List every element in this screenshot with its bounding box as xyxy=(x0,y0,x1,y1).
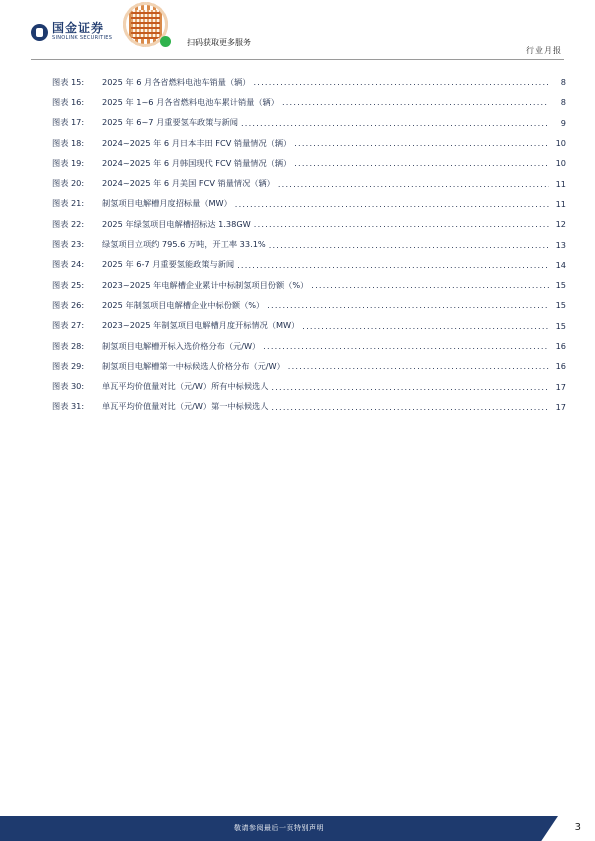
toc-entry-leader xyxy=(263,341,549,351)
toc-entry[interactable] xyxy=(52,376,566,396)
toc-entry-leader xyxy=(302,321,549,331)
toc-entry-label: 图表 23: xyxy=(52,239,85,250)
toc-entry-page: 10 xyxy=(555,158,566,169)
toc-entry-page: 15 xyxy=(555,320,566,331)
toc-entry-page: 16 xyxy=(555,361,566,372)
toc-entry-title: 2024~2025 年 6 月日本丰田 FCV 销量情况（辆） xyxy=(102,137,292,148)
report-type-label: 行业月报 xyxy=(526,46,562,55)
logo-english-name: SINOLINK SECURITIES xyxy=(52,35,113,41)
toc-entry[interactable] xyxy=(52,214,566,234)
toc-entry-title: 2023~2025 年制氢项目电解槽月度开标情况（MW） xyxy=(102,320,300,331)
logo-text xyxy=(52,22,112,42)
toc-entry-leader xyxy=(269,240,549,250)
toc-entry-leader xyxy=(271,402,549,412)
page-header xyxy=(0,0,595,62)
company-logo xyxy=(31,22,112,42)
toc-entry-page: 12 xyxy=(555,219,566,230)
toc-entry-label: 图表 24: xyxy=(52,259,85,270)
toc-entry-label: 图表 18: xyxy=(52,137,85,148)
toc-entry[interactable] xyxy=(52,133,566,153)
header-divider xyxy=(31,59,564,60)
toc-entry-title: 2025 年 6 月各省燃料电池车销量（辆） xyxy=(102,76,251,87)
toc-entry[interactable] xyxy=(52,153,566,173)
toc-entry-label: 图表 16: xyxy=(52,96,85,107)
toc-entry-leader xyxy=(235,199,549,209)
toc-entry-title: 2025 年制氢项目电解槽企业中标份额（%） xyxy=(102,299,265,310)
toc-entry-page: 16 xyxy=(555,341,566,351)
toc-entry-page: 17 xyxy=(555,381,566,392)
toc-entry-leader xyxy=(237,260,549,270)
toc-entry-page: 11 xyxy=(555,178,566,189)
toc-entry-leader xyxy=(254,219,549,229)
toc-entry-label: 图表 25: xyxy=(52,279,85,290)
page-footer xyxy=(0,816,595,841)
toc-entry[interactable] xyxy=(52,336,566,356)
toc-entry-title: 2025 年 6-7 月重要氢能政策与新闻 xyxy=(102,259,235,270)
toc-entry-title: 2024~2025 年 6 月韩国现代 FCV 销量情况（辆） xyxy=(102,157,292,168)
toc-entry-label: 图表 27: xyxy=(52,320,85,331)
toc-entry-page: 13 xyxy=(555,239,566,250)
toc-entry-title: 2024~2025 年 6 月美国 FCV 销量情况（辆） xyxy=(102,178,275,189)
toc-entry[interactable] xyxy=(52,173,566,193)
toc-entry-title: 2025 年 6~7 月重要氢车政策与新闻 xyxy=(102,117,238,128)
logo-mark-icon xyxy=(31,24,48,41)
toc-entry[interactable] xyxy=(52,295,566,315)
toc-entry-page: 15 xyxy=(555,280,566,291)
toc-entry-leader xyxy=(267,300,549,310)
toc-entry[interactable] xyxy=(52,255,566,275)
toc-entry[interactable] xyxy=(52,113,566,133)
toc-entry-page: 11 xyxy=(555,198,566,209)
toc-entry-leader xyxy=(294,158,549,168)
toc-entry-leader xyxy=(278,179,549,189)
toc-entry[interactable] xyxy=(52,275,566,295)
toc-entry-title: 单瓦平均价值量对比（元/W）所有中标候选人 xyxy=(102,381,269,392)
toc-entry-leader xyxy=(282,97,549,107)
wechat-icon xyxy=(160,36,171,47)
page-number: 3 xyxy=(574,822,581,833)
logo-chinese-name: 国金证券 xyxy=(52,21,105,35)
toc-entry-leader xyxy=(288,361,549,371)
disclaimer-notice: 敬请参阅最后一页特别声明 xyxy=(234,824,324,832)
toc-entry-title: 2025 年 1~6 月各省燃料电池车累计销量（辆） xyxy=(102,96,279,107)
qr-caption: 扫码获取更多服务 xyxy=(187,38,251,47)
toc-entry-page: 10 xyxy=(555,138,566,149)
toc-entry[interactable] xyxy=(52,72,566,92)
toc-entry-label: 图表 15: xyxy=(52,76,85,87)
toc-entry-label: 图表 21: xyxy=(52,198,85,209)
toc-entry[interactable] xyxy=(52,356,566,376)
toc-entry-label: 图表 20: xyxy=(52,178,85,189)
toc-entry-page: 15 xyxy=(555,300,566,311)
toc-entry-leader xyxy=(311,280,549,290)
toc-entry-leader xyxy=(253,77,549,87)
toc-entry-page: 8 xyxy=(560,77,566,88)
toc-entry-page: 17 xyxy=(555,401,566,412)
toc-entry-title: 单瓦平均价值量对比（元/W）第一中标候选人 xyxy=(102,401,269,412)
toc-entry-title: 制氢项目电解槽开标入选价格分布（元/W） xyxy=(102,340,261,351)
toc-entry-label: 图表 29: xyxy=(52,360,85,371)
toc-entry[interactable] xyxy=(52,92,566,112)
toc-entry-label: 图表 22: xyxy=(52,218,85,229)
toc-entry[interactable] xyxy=(52,316,566,336)
toc-entry-title: 制氢项目电解槽月度招标量（MW） xyxy=(102,198,232,209)
toc-entry-label: 图表 28: xyxy=(52,340,85,351)
toc-entry-label: 图表 31: xyxy=(52,401,85,412)
toc-entry-label: 图表 26: xyxy=(52,299,85,310)
toc-entry[interactable] xyxy=(52,397,566,417)
toc-entry-leader xyxy=(271,382,549,392)
toc-entry-title: 绿氢项目立项约 795.6 万吨，开工率 33.1% xyxy=(102,239,266,250)
qr-pattern xyxy=(131,10,160,39)
toc-entry-title: 制氢项目电解槽第一中标候选人价格分布（元/W） xyxy=(102,360,285,371)
toc-entry-page: 8 xyxy=(560,97,566,108)
toc-entry-leader xyxy=(294,138,549,148)
figure-index-list xyxy=(52,72,566,417)
toc-entry-leader xyxy=(241,118,549,128)
toc-entry[interactable] xyxy=(52,194,566,214)
toc-entry-label: 图表 17: xyxy=(52,117,85,128)
toc-entry[interactable] xyxy=(52,234,566,254)
toc-entry-page: 14 xyxy=(555,259,566,270)
toc-entry-title: 2023~2025 年电解槽企业累计中标制氢项目份额（%） xyxy=(102,279,309,290)
toc-entry-label: 图表 30: xyxy=(52,381,85,392)
toc-entry-page: 9 xyxy=(560,117,566,128)
toc-entry-label: 图表 19: xyxy=(52,157,85,168)
toc-entry-title: 2025 年绿氢项目电解槽招标达 1.38GW xyxy=(102,218,251,229)
